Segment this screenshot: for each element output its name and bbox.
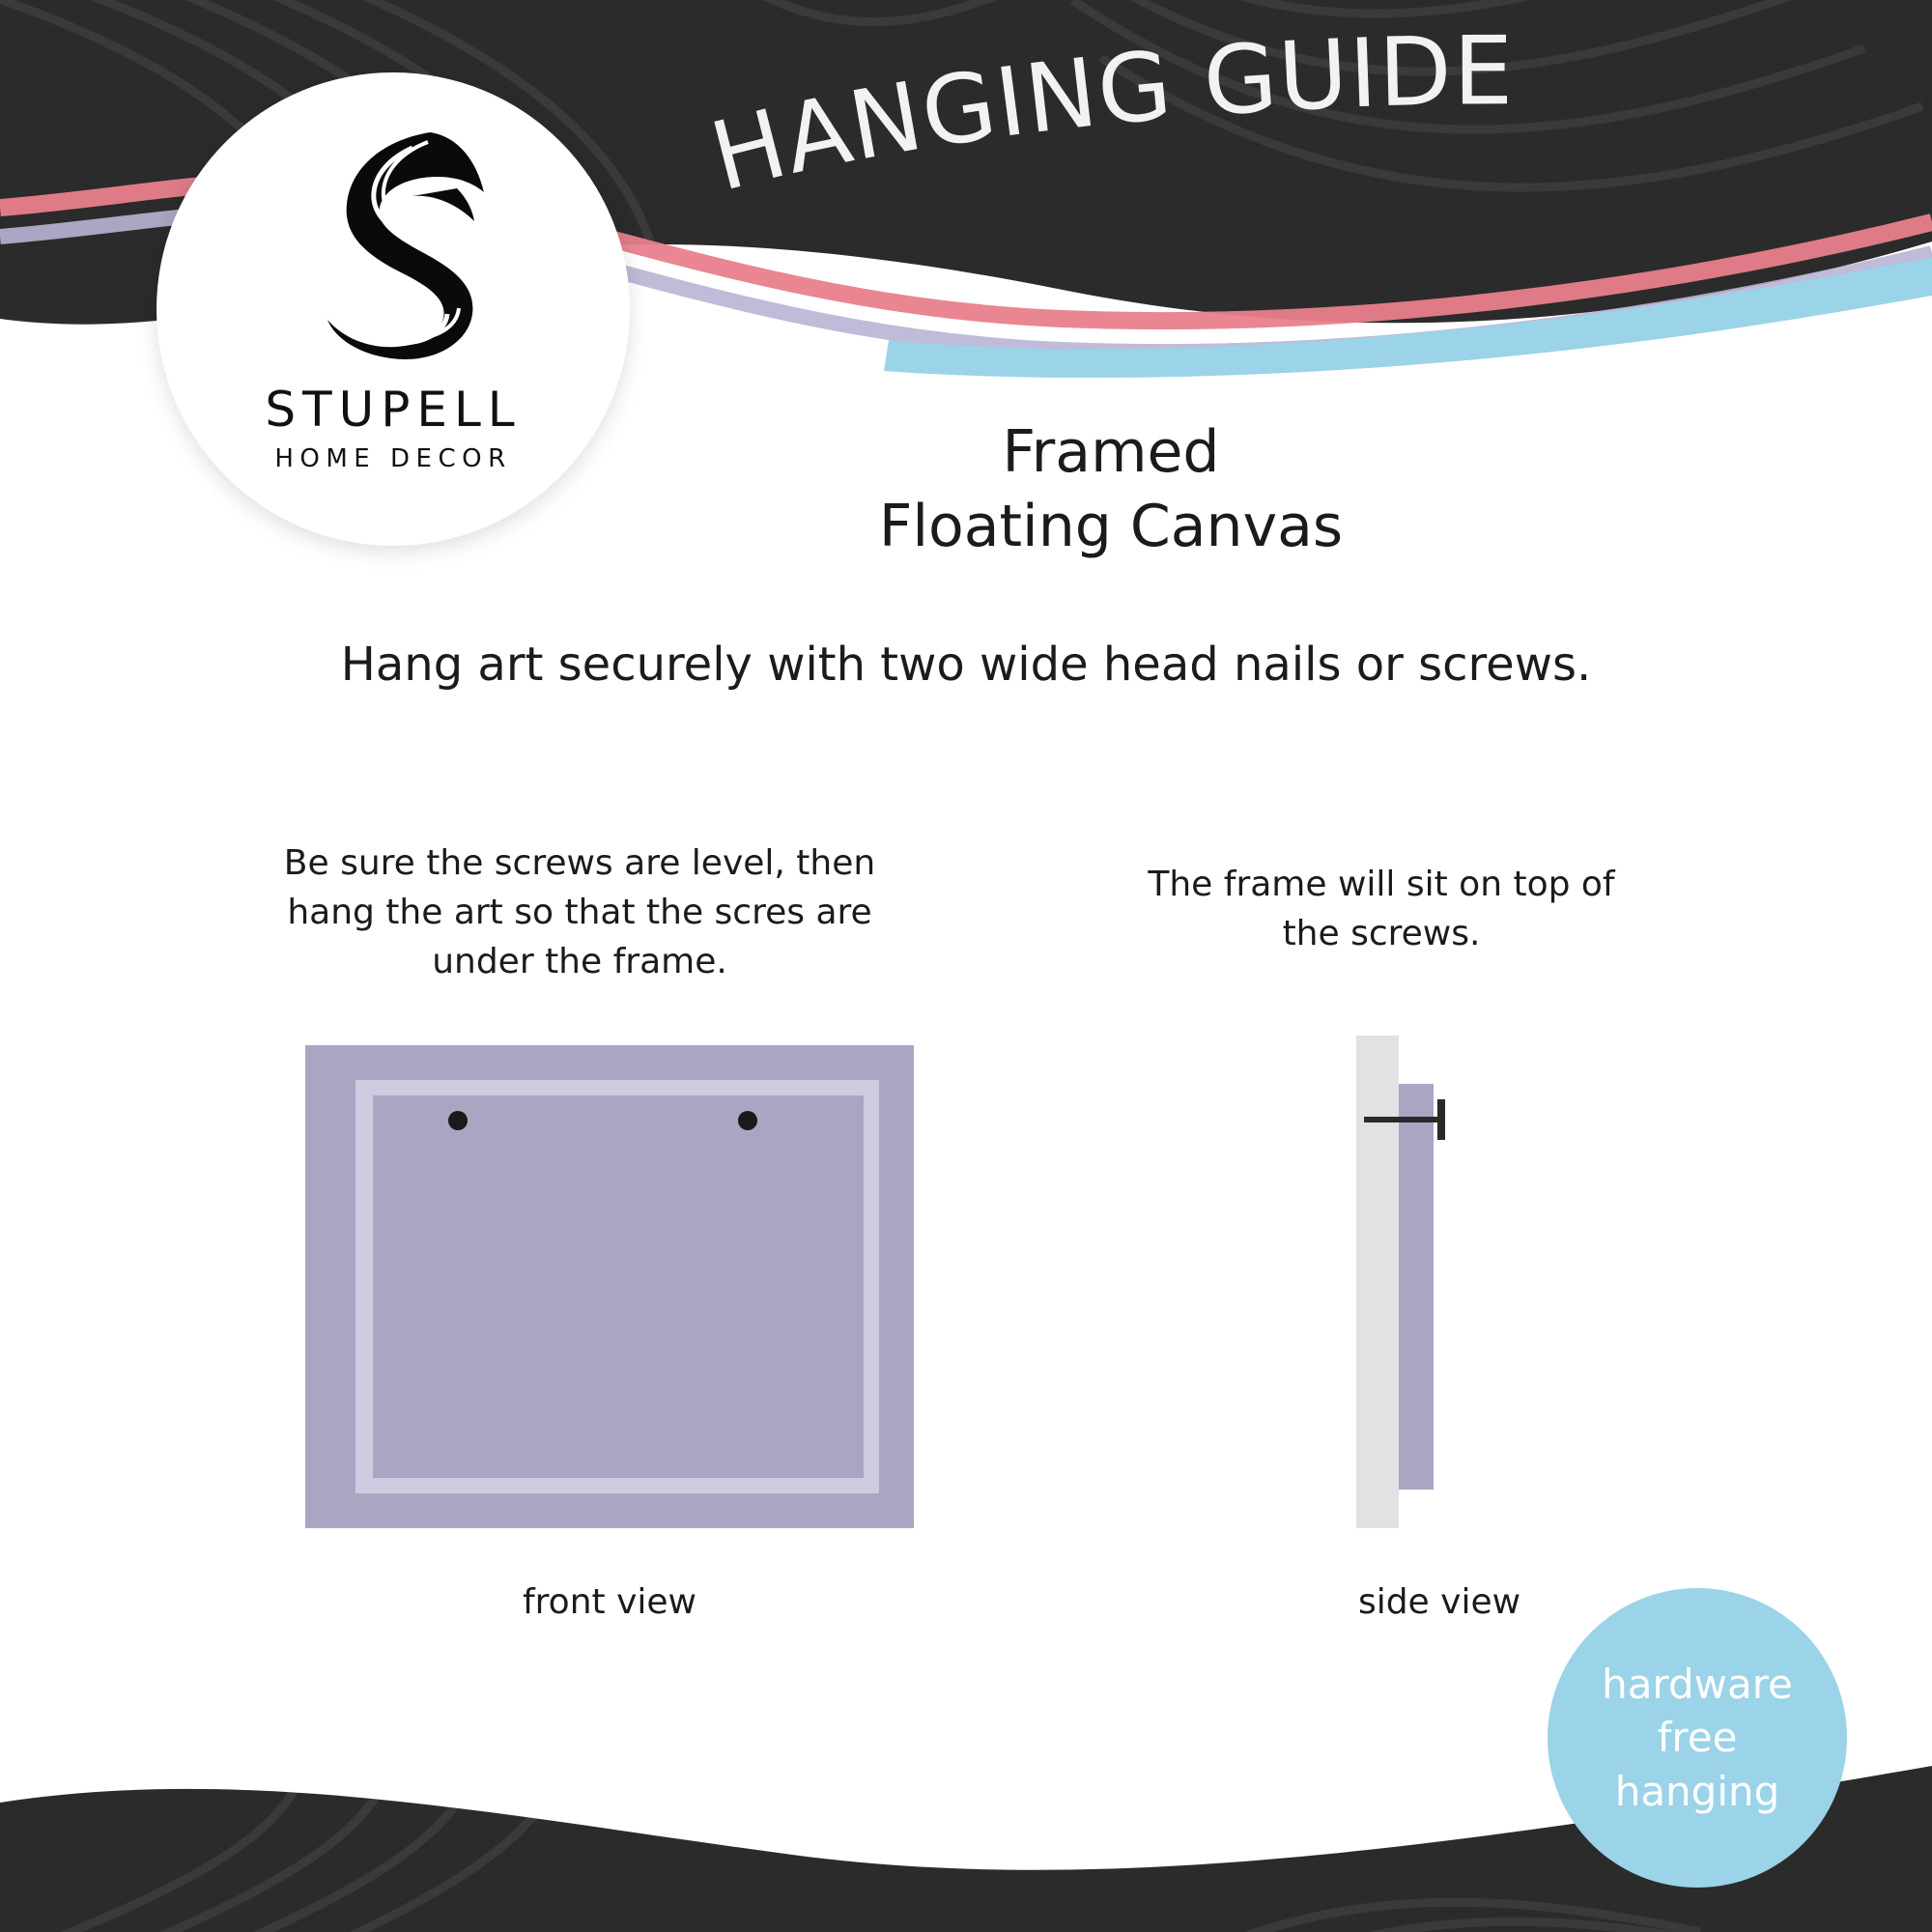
badge-line-1: hardware xyxy=(1602,1660,1793,1708)
brand-name: STUPELL xyxy=(265,382,522,438)
badge-line-3: hanging xyxy=(1614,1767,1780,1815)
framed-canvas-front-view-diagram xyxy=(305,1045,914,1528)
stupell-swoosh-logo-icon xyxy=(268,115,519,366)
side-frame-body xyxy=(1399,1084,1434,1490)
front-view-label: front view xyxy=(523,1582,696,1622)
product-title xyxy=(676,415,1546,564)
brand-subtitle: HOME DECOR xyxy=(274,444,512,473)
product-title-line1: Framed xyxy=(1002,418,1220,486)
framed-canvas-side-view-diagram xyxy=(1343,1036,1536,1528)
screw-dot-right-icon xyxy=(738,1111,757,1130)
page-title xyxy=(700,16,1700,220)
side-wall-surface xyxy=(1356,1036,1399,1528)
lead-instruction: Hang art securely with two wide head nails or screws. xyxy=(340,638,1592,692)
product-title-line2: Floating Canvas xyxy=(878,492,1344,560)
side-screw-icon xyxy=(1364,1117,1443,1122)
brand-logo-badge xyxy=(156,72,630,546)
front-view-caption: Be sure the screws are level, then hang the art so that the scres are under the frame. xyxy=(283,843,876,982)
side-view-caption: The frame will sit on top of the screws. xyxy=(1148,865,1615,954)
badge-line-2: free xyxy=(1657,1714,1738,1762)
page-title-text: HANGING GUIDE xyxy=(700,16,1515,213)
screw-dot-left-icon xyxy=(448,1111,468,1130)
front-canvas-face xyxy=(373,1095,864,1478)
hardware-free-hanging-badge xyxy=(1548,1588,1847,1888)
side-screw-head-icon xyxy=(1437,1099,1445,1140)
side-view-label: side view xyxy=(1357,1582,1521,1622)
